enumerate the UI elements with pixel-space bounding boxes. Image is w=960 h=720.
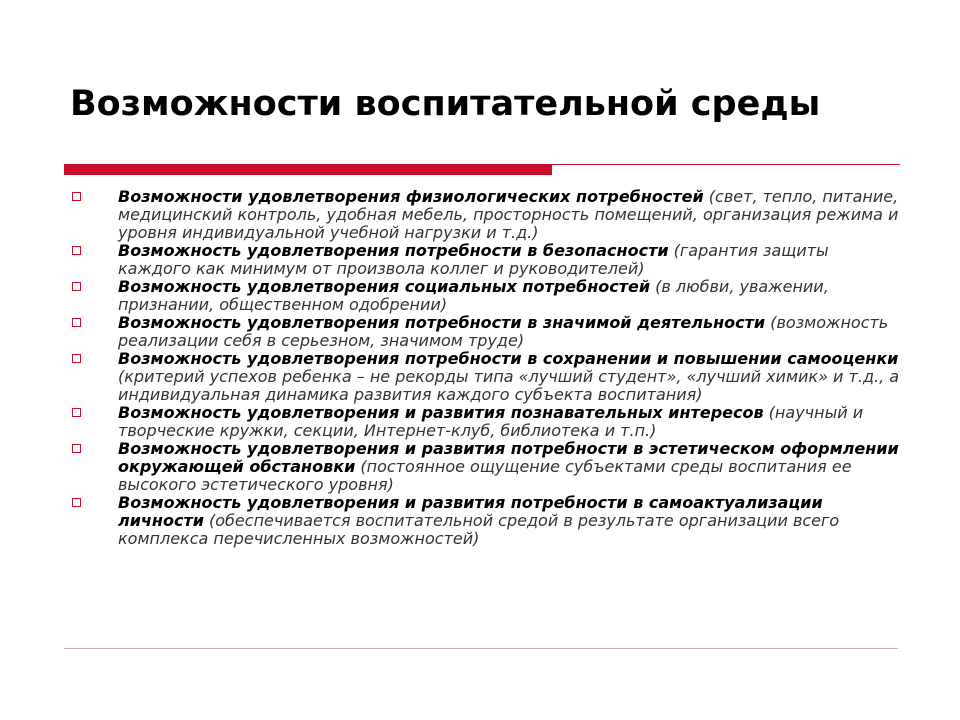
list-item [70,494,900,548]
item-heading: Возможность удовлетворения потребности в безопасности [118,241,669,260]
footer-divider [64,648,898,649]
item-description: (обеспечивается воспитательной средой в результате организации всего комплекса перечисленных возможностей) [118,511,840,548]
square-bullet-icon [72,282,81,291]
square-bullet-icon [72,246,81,255]
slide-title: Возможности воспитательной среды [70,84,821,124]
item-heading: Возможность удовлетворения и развития познавательных интересов [118,403,764,422]
square-bullet-icon [72,498,81,507]
list-item [70,188,900,242]
item-description: (научный и творческие кружки, секции, Интернет-клуб, библиотека и т.п.) [118,403,864,440]
square-bullet-icon [72,354,81,363]
item-heading: Возможности удовлетворения физиологических потребностей [118,187,704,206]
list-item [70,242,900,278]
list-item [70,278,900,314]
list-item [70,350,900,404]
list-item [70,404,900,440]
item-description: (возможность реализации себя в серьезном, значимом труде) [118,313,889,350]
item-description: (постоянное ощущение субъектами среды воспитания ее высокого эстетического уровня) [118,457,852,494]
item-heading: Возможность удовлетворения социальных потребностей [118,277,651,296]
square-bullet-icon [72,318,81,327]
item-heading: Возможность удовлетворения и развития потребности в эстетическом оформлении окружающей обстановки [118,439,899,476]
item-description: (критерий успехов ребенка – не рекорды типа «лучший студент», «лучший химик» и т.д., а индивидуальная динамика развития каждого субъекта воспитания) [118,367,900,404]
title-accent-bar [64,164,552,175]
square-bullet-icon [72,192,81,201]
list-item [70,440,900,494]
item-description: (свет, тепло, питание, медицинский контроль, удобная мебель, просторность помещений, организация режима и уровня индивидуальной учебной нагрузки и т.д.) [118,187,899,242]
possibilities-list [70,188,900,548]
item-heading: Возможность удовлетворения потребности в значимой деятельности [118,313,766,332]
square-bullet-icon [72,408,81,417]
title-underline [552,164,900,165]
item-heading: Возможность удовлетворения и развития потребности в самоактуализации личности [118,493,823,530]
list-item [70,314,900,350]
item-description: (гарантия защиты каждого как минимум от произвола коллег и руководителей) [118,241,829,278]
item-description: (в любви, уважении, признании, общественном одобрении) [118,277,829,314]
item-heading: Возможность удовлетворения потребности в сохранении и повышении самооценки [118,349,899,368]
square-bullet-icon [72,444,81,453]
